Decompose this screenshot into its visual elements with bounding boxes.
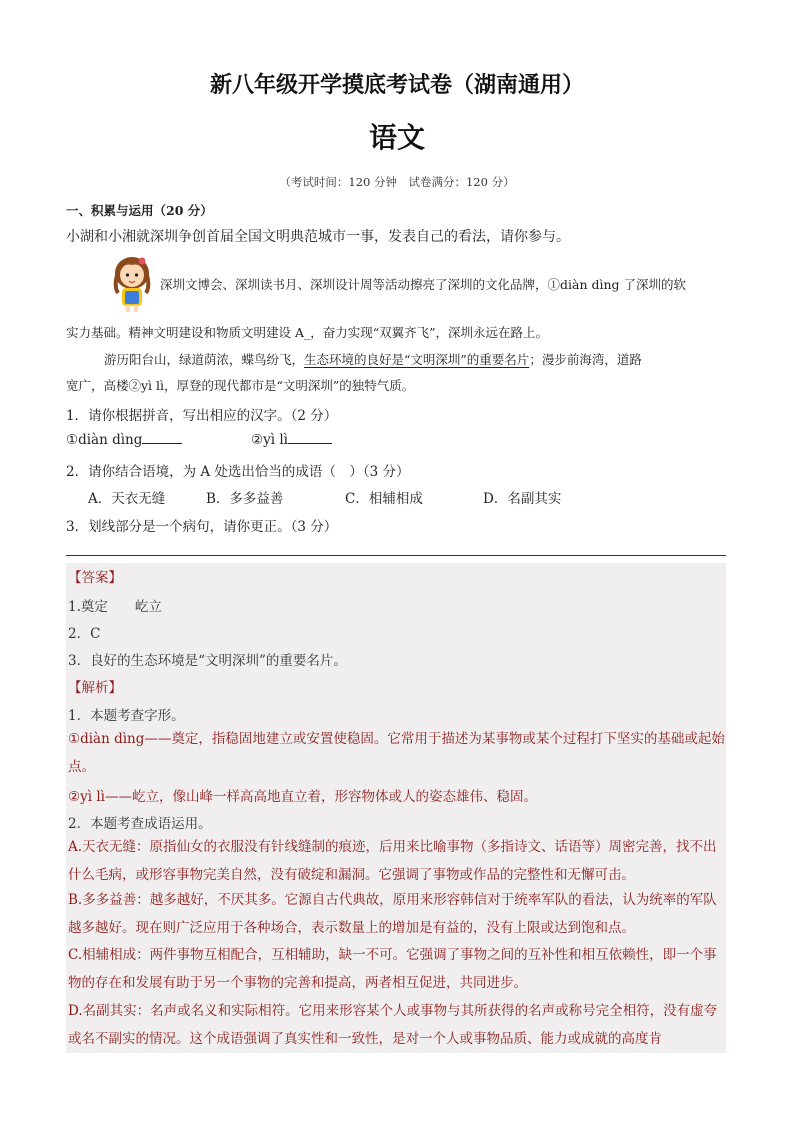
exam-title: 新八年级开学摸底考试卷（湖南通用） — [209, 72, 584, 98]
explanation-1a: ①diàn dìng——奠定，指稳固地建立或安置使稳固。它常用于描述为某事物或某个过程打下坚实的基础或起始点。 — [68, 731, 725, 775]
question-1-blanks — [66, 432, 332, 448]
pinyin-b: ②yì lì — [251, 432, 288, 448]
analysis-heading: 【解析】 — [68, 680, 122, 696]
section-intro: 小湖和小湘就深圳争创首届全国文明典范城市一事，发表自己的看法，请你参与。 — [66, 229, 570, 245]
girl-avatar-icon — [108, 253, 156, 313]
option-a[interactable]: A．天衣无缝 — [88, 491, 166, 507]
exam-info: （考试时间：120 分钟 试卷满分：120 分） — [279, 175, 515, 189]
option-c[interactable]: C．相辅相成 — [345, 491, 423, 507]
section-heading: 一、积累与运用（20 分） — [66, 203, 213, 218]
option-b[interactable]: B．多多益善 — [206, 491, 284, 507]
passage-line-4: 宽广，高楼②yì lì，厚登的现代都市是“文明深圳”的独特气质。 — [66, 378, 415, 393]
explanation-2c: C.相辅相成：两件事物互相配合，互相辅助，缺一不可。它强调了事物之间的互补性和相互依赖性，即一个事物的存在和发展有助于另一个事物的完善和提高，两者相互促进，共同进步。 — [68, 947, 717, 991]
question-3: 3．划线部分是一个病句，请你更正。（3 分） — [66, 519, 338, 535]
blank-b[interactable] — [288, 442, 332, 444]
passage-line-3-pre: 游历阳台山，绿道荫浓，蝶鸟纷飞， — [104, 352, 305, 367]
option-d[interactable]: D．名副其实 — [483, 491, 562, 507]
underlined-sentence: 生态环境的良好是“文明深圳”的重要名片 — [304, 352, 530, 367]
explanation-2d: D.名副其实：名声或名义和实际相符。它用来形容某个人或事物与其所获得的名声或称号完全相符，没有虚夸或名不副实的情况。这个成语强调了真实性和一致性，是对一个人或事物品质、能力或成就的高度肯 — [68, 1003, 718, 1047]
passage-line-1: 深圳文博会、深圳读书月、深圳设计周等活动擦亮了深圳的文化品牌，①diàn dìng 了深圳的软 — [160, 277, 687, 292]
blank-a[interactable] — [142, 442, 182, 444]
answer-1: 1.奠定 屹立 — [68, 599, 162, 615]
explanation-2-title: 2．本题考查成语运用。 — [68, 816, 212, 832]
answer-heading: 【答案】 — [68, 570, 122, 586]
subject-title: 语文 — [368, 121, 425, 154]
pinyin-a: ①diàn dìng — [66, 432, 143, 448]
explanation-2a: A.天衣无缝：原指仙女的衣服没有针线缝制的痕迹，后用来比喻事物（多指诗文、话语等）周密完善，找不出什么毛病，或形容事物完美自然，没有破绽和漏洞。它强调了事物或作品的完整性和无懈可击。 — [68, 839, 717, 883]
answer-3: 3．良好的生态环境是“文明深圳”的重要名片。 — [68, 653, 347, 669]
passage-line-3-post: ；漫步前海湾，道路 — [529, 352, 642, 367]
explanation-1-title: 1．本题考查字形。 — [68, 708, 185, 724]
explanation-2b: B.多多益善：越多越好，不厌其多。它源自古代典故，原用来形容韩信对于统率军队的看法，认为统率的军队越多越好。现在则广泛应用于各种场合，表示数量上的增加是有益的，没有上限或达到饱和点。 — [68, 892, 717, 936]
explanation-1b: ②yì lì——屹立，像山峰一样高高地直立着，形容物体或人的姿态雄伟、稳固。 — [68, 789, 537, 805]
passage-line-3 — [104, 350, 642, 368]
passage-line-2: 实力基础。精神文明建设和物质文明建设 A_，奋力实现“双翼齐飞”，深圳永远在路上。 — [66, 325, 549, 340]
answer-2: 2．C — [68, 626, 101, 642]
question-1: 1．请你根据拼音，写出相应的汉字。（2 分） — [66, 408, 338, 424]
question-2: 2．请你结合语境，为 A 处选出恰当的成语（ ）（3 分） — [66, 464, 410, 480]
divider — [66, 555, 726, 556]
